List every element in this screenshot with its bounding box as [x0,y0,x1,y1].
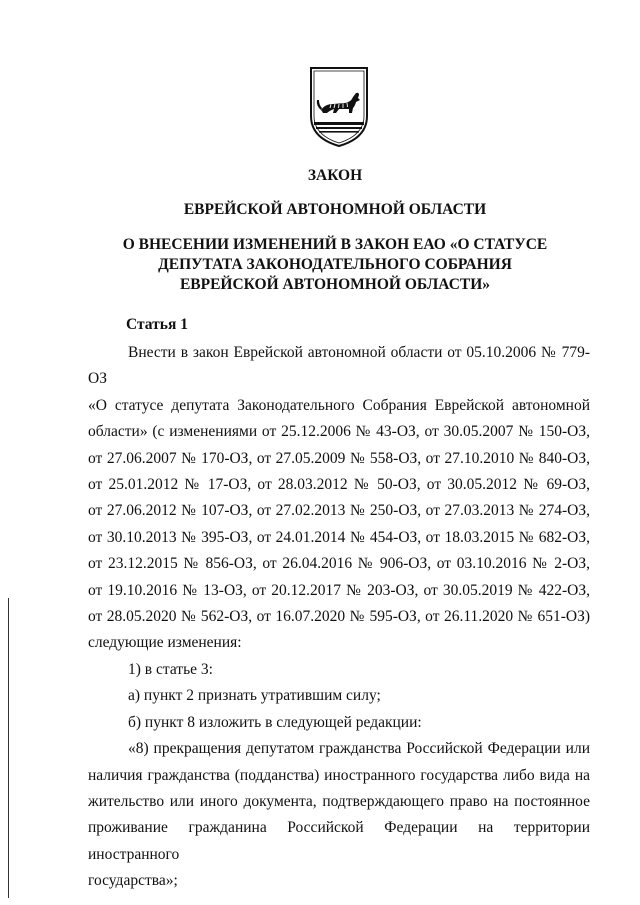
article-body [88,340,590,895]
law-heading: ЗАКОН [307,167,363,184]
law-title-line: ЕВРЕЙСКОЙ АВТОНОМНОЙ ОБЛАСТИ» [179,276,491,293]
law-title [80,235,590,295]
tiger-coat-of-arms-icon [303,66,375,148]
law-title-line: ДЕПУТАТА ЗАКОНОДАТЕЛЬНОГО СОБРАНИЯ [158,256,512,273]
quote-line: проживание гражданина Российской Федерации на территории иностранного [88,819,590,863]
body-line: от 27.06.2007 № 170-ОЗ, от 27.05.2009 № 558-ОЗ, от 27.10.2010 № 840-ОЗ, [88,449,590,467]
article-title: Статья 1 [126,316,188,333]
law-title-line: О ВНЕСЕНИИ ИЗМЕНЕНИЙ В ЗАКОН ЕАО «О СТАТУСЕ [122,236,548,253]
quote-line: государства»; [88,872,178,890]
quote-line: наличия гражданства (подданства) иностранного государства либо вида на [88,766,590,784]
list-item: а) пункт 2 признать утратившим силу; [128,687,381,705]
quote-line: «8) прекращения депутатом гражданства Российской Федерации или [128,740,590,758]
region-heading: ЕВРЕЙСКОЙ АВТОНОМНОЙ ОБЛАСТИ [183,201,487,218]
quote-line: жительство или иного документа, подтверждающего право на постоянное [88,792,590,810]
body-line: области» (с изменениями от 25.12.2006 № 43-ОЗ, от 30.05.2007 № 150-ОЗ, [88,423,590,441]
body-line: от 19.10.2016 № 13-ОЗ, от 20.12.2017 № 203-ОЗ, от 30.05.2019 № 422-ОЗ, [88,581,590,599]
body-line: от 23.12.2015 № 856-ОЗ, от 26.04.2016 № 906-ОЗ, от 03.10.2016 № 2-ОЗ, [88,555,590,573]
scan-edge-line [8,598,9,898]
body-line: от 25.01.2012 № 17-ОЗ, от 28.03.2012 № 50-ОЗ, от 30.05.2012 № 69-ОЗ, [88,476,590,494]
body-line: от 28.05.2020 № 562-ОЗ, от 16.07.2020 № 595-ОЗ, от 26.11.2020 № 651-ОЗ) [88,608,590,626]
body-line: от 27.06.2012 № 107-ОЗ, от 27.02.2013 № 250-ОЗ, от 27.03.2013 № 274-ОЗ, [88,502,590,520]
list-item: 1) в статье 3: [128,660,213,678]
body-line: Внести в закон Еврейской автономной области от 05.10.2006 № 779-ОЗ [88,344,590,388]
body-line: следующие изменения: [88,634,242,652]
body-line: «О статусе депутата Законодательного Собрания Еврейской автономной [88,396,590,414]
body-line: от 30.10.2013 № 395-ОЗ, от 24.01.2014 № 454-ОЗ, от 18.03.2015 № 682-ОЗ, [88,528,590,546]
list-item: б) пункт 8 изложить в следующей редакции: [128,713,422,731]
